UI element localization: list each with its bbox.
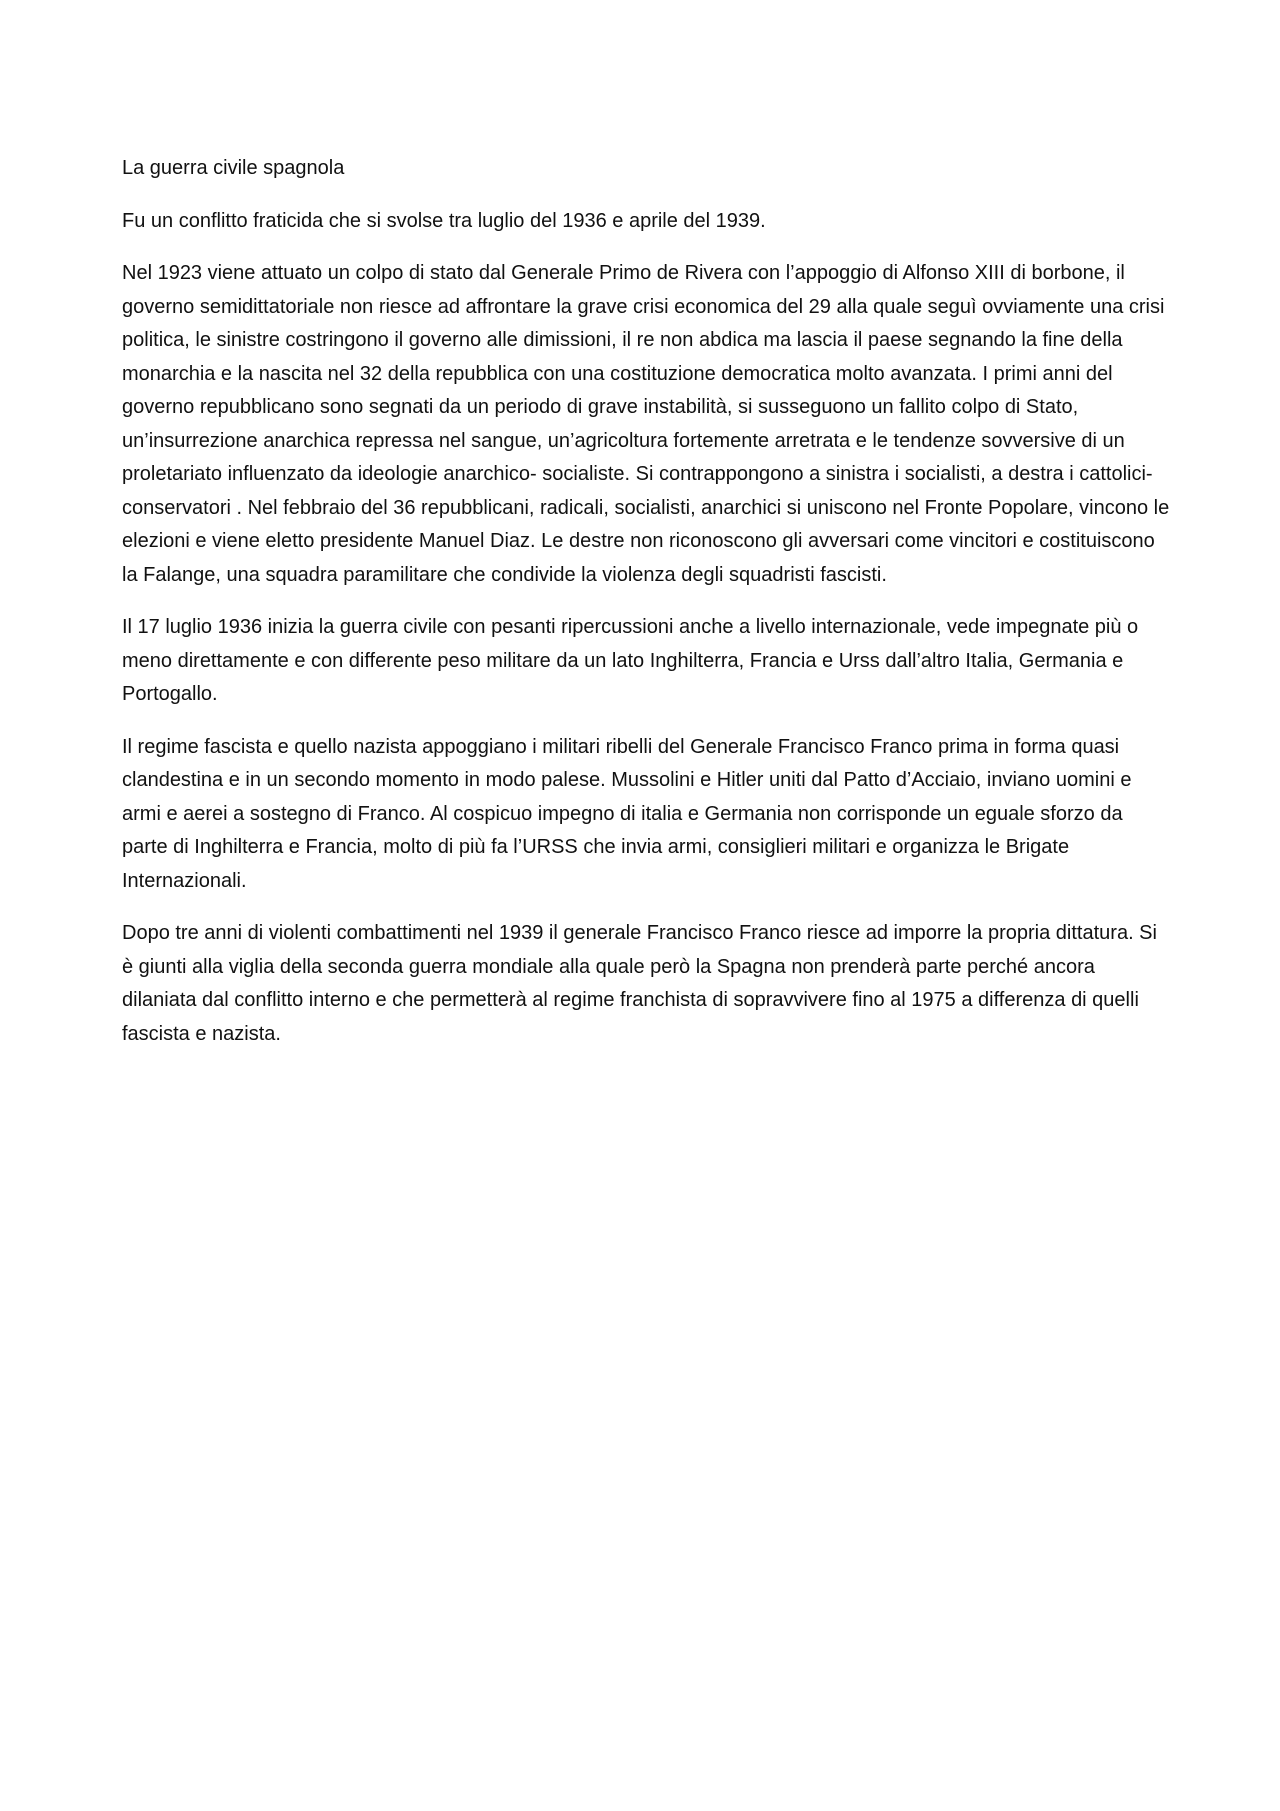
- paragraph-outcome: Dopo tre anni di violenti combattimenti nel 1939 il generale Francisco Franco riesce ad imporre la propria dittatura. Si è giunti alla viglia della seconda guerra mondiale alla quale però la Spagna non prenderà parte perché ancora dilaniata dal conflitto interno e che permetterà al regime franchista di sopravvivere fino al 1975 a differenza di quelli fascista e nazista.: [122, 922, 1157, 1045]
- paragraph-intro: Fu un conflitto fraticida che si svolse tra luglio del 1936 e aprile del 1939.: [122, 209, 766, 232]
- paragraph-background: Nel 1923 viene attuato un colpo di stato dal Generale Primo de Rivera con l’appoggio di Alfonso XIII di borbone, il governo semidittatoriale non riesce ad affrontare la grave crisi economica del 29 alla quale seguì ovviamente una crisi politica, le sinistre costringono il governo alle dimissioni, il re non abdica ma lascia il paese segnando la fine della monarchia e la nascita nel 32 della repubblica con una costituzione democratica molto avanzata. I primi anni del governo repubblicano sono segnati da un periodo di grave instabilità, si susseguono un fallito colpo di Stato, un’insurrezione anarchica repressa nel sangue, un’agricoltura fortemente arretrata e le tendenze sovversive di un proletariato influenzato da ideologie anarchico- socialiste. Si contrappongono a sinistra i socialisti, a destra i cattolici-conservatori . Nel febbraio del 36 repubblicani, radicali, socialisti, anarchici si uniscono nel Fronte Popolare, vincono le elezioni e viene eletto presidente Manuel Diaz. Le destre non riconoscono gli avversari come vincitori e costituiscono la Falange, una squadra paramilitare che condivide la violenza degli squadristi fascisti.: [122, 262, 1170, 586]
- document-page: [122, 152, 1172, 1070]
- paragraph-foreign-support: Il regime fascista e quello nazista appoggiano i militari ribelli del Generale Francisco Franco prima in forma quasi clandestina e in un secondo momento in modo palese. Mussolini e Hitler uniti dal Patto d’Acciaio, inviano uomini e armi e aerei a sostegno di Franco. Al cospicuo impegno di italia e Germania non corrisponde un eguale sforzo da parte di Inghilterra e Francia, molto di più fa l’URSS che invia armi, consiglieri militari e organizza le Brigate Internazionali.: [122, 735, 1132, 892]
- paragraph-war-start: Il 17 luglio 1936 inizia la guerra civile con pesanti ripercussioni anche a livello internazionale, vede impegnate più o meno direttamente e con differente peso militare da un lato Inghilterra, Francia e Urss dall’altro Italia, Germania e Portogallo.: [122, 616, 1139, 705]
- document-title: La guerra civile spagnola: [122, 157, 345, 179]
